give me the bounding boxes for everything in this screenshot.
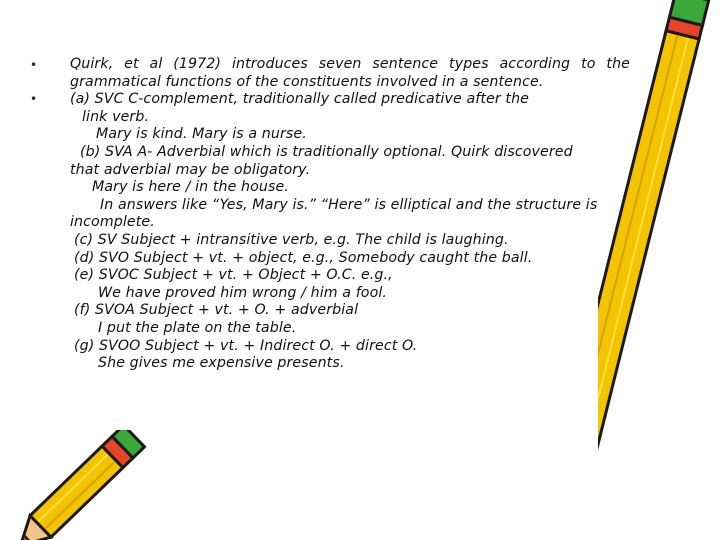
text-line: (d) SVO Subject + vt. + object, e.g., Somebody caught the ball. bbox=[74, 249, 533, 266]
text-line: In answers like “Yes, Mary is.” “Here” is elliptical and the structure is bbox=[100, 196, 598, 213]
text-line: link verb. bbox=[82, 108, 150, 125]
text-line: We have proved him wrong / him a fool. bbox=[98, 284, 387, 301]
text-line: (b) SVA A- Adverbial which is traditionally optional. Quirk discovered bbox=[80, 143, 573, 160]
text-line: (e) SVOC Subject + vt. + Object + O.C. e.g., bbox=[74, 267, 393, 284]
pencil-icon bbox=[0, 430, 170, 540]
text-line: (f) SVOA Subject + vt. + O. + adverbial bbox=[74, 302, 359, 319]
text-line: (a) SVC C-complement, traditionally called predicative after the bbox=[70, 91, 530, 108]
text-line: (c) SV Subject + intransitive verb, e.g. The child is laughing. bbox=[74, 231, 509, 248]
text-line: grammatical functions of the constituents involved in a sentence. bbox=[70, 73, 544, 90]
text-line: (g) SVOO Subject + vt. + Indirect O. + direct O. bbox=[74, 337, 418, 354]
text-line: Mary is kind. Mary is a nurse. bbox=[96, 126, 307, 143]
text-line: Quirk, et al (1972) introduces seven sentence types according to the bbox=[70, 56, 630, 72]
bullet-marker: • bbox=[30, 92, 38, 106]
text-line: I put the plate on the table. bbox=[98, 319, 297, 336]
text-line: She gives me expensive presents. bbox=[98, 355, 345, 372]
text-line: incomplete. bbox=[70, 214, 155, 231]
bullet-marker: • bbox=[30, 58, 38, 72]
text-line: Mary is here / in the house. bbox=[92, 179, 289, 196]
slide-body bbox=[70, 56, 630, 373]
text-line: that adverbial may be obligatory. bbox=[70, 161, 311, 178]
